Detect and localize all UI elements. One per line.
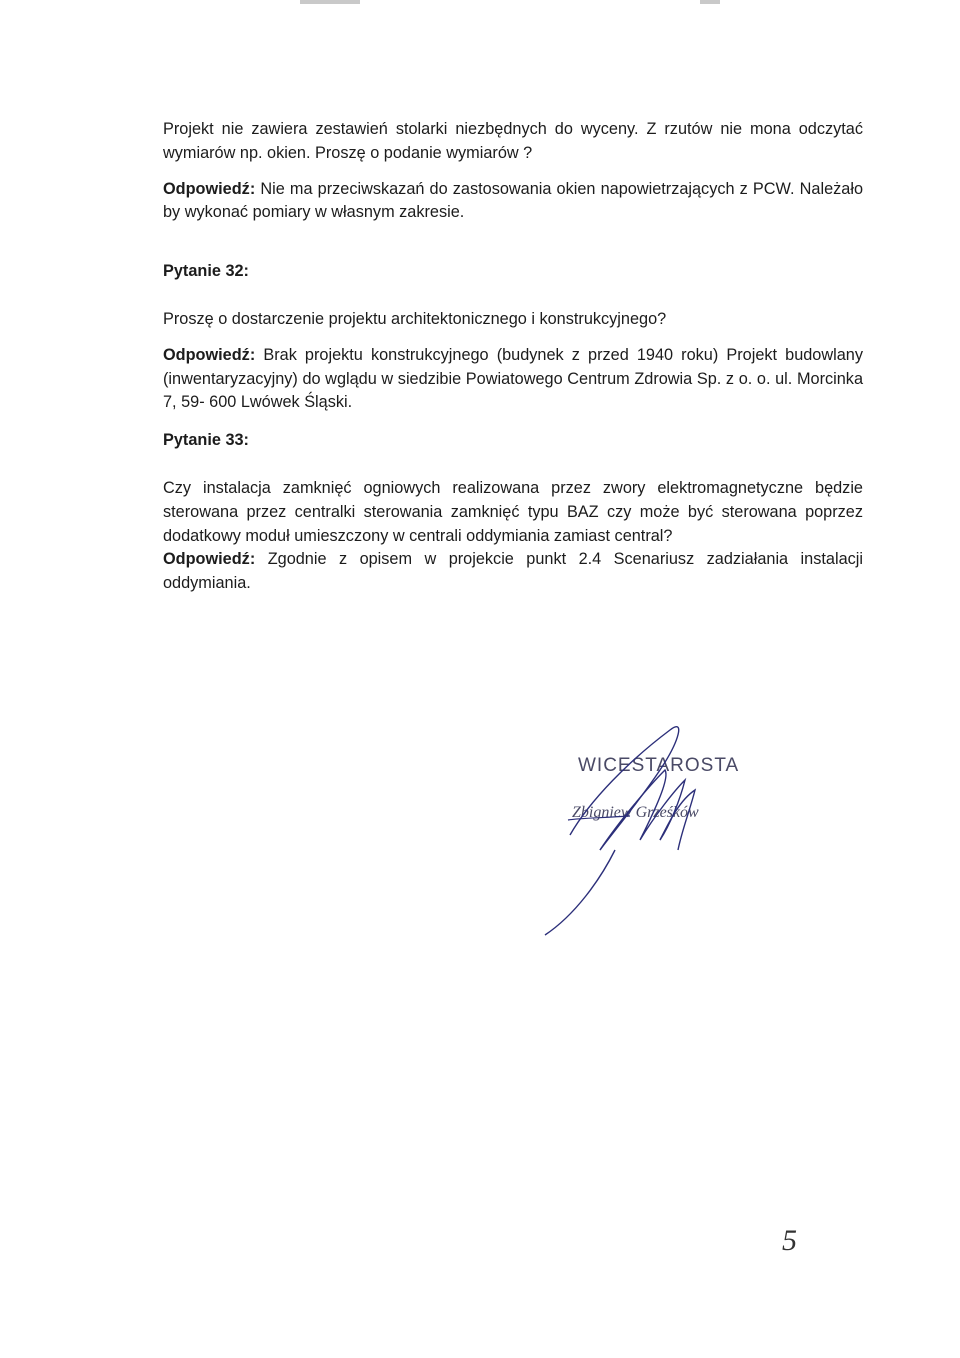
question-33-answer	[163, 548, 863, 596]
page-number: 5	[782, 1224, 797, 1257]
question-32-text: Proszę o dostarczenie projektu architektonicznego i konstrukcyjnego?	[163, 309, 667, 328]
stamp-name: Zbigniew Grześków	[572, 804, 699, 821]
intro-question-text: Projekt nie zawiera zestawień stolarki niezbędnych do wyceny. Z rzutów nie mona odczytać wymiarów np. okien. Proszę o podanie wymiarów ?	[163, 120, 863, 162]
official-stamp	[520, 700, 760, 940]
question-32-answer	[163, 344, 863, 415]
stamp-title: WICESTAROSTA	[578, 755, 740, 776]
intro-answer	[163, 178, 863, 226]
scan-edge-mark	[700, 0, 720, 4]
answer-text: Brak projektu konstrukcyjnego (budynek z przed 1940 roku) Projekt budowlany (inwentaryzacyjny) do wglądu w siedzibie Powiatowego Centrum Zdrowia Sp. z o. o. ul. Morcinka 7, 59- 600 Lwówek Śląski.	[163, 345, 863, 412]
handwritten-signature	[520, 700, 760, 940]
intro-question	[163, 118, 863, 166]
answer-label: Odpowiedź:	[163, 550, 256, 569]
question-32-heading: Pytanie 32:	[163, 262, 249, 281]
answer-label: Odpowiedź:	[163, 345, 256, 364]
question-33-text: Czy instalacja zamknięć ogniowych realizowana przez zwory elektromagnetyczne będzie sterowana przez centralki sterowania zamknięć typu BAZ czy może być sterowana poprzez dodatkowy moduł umieszczony w centrali oddymiania zamiast central?	[163, 478, 863, 545]
answer-text: Zgodnie z opisem w projekcie punkt 2.4 Scenariusz zadziałania instalacji oddymiania.	[163, 550, 863, 593]
answer-label: Odpowiedź:	[163, 179, 256, 198]
answer-text: Nie ma przeciwskazań do zastosowania okien napowietrzających z PCW. Należało by wykonać pomiary w własnym zakresie.	[163, 179, 863, 222]
document-body	[163, 118, 863, 596]
question-33-heading: Pytanie 33:	[163, 431, 249, 450]
scan-edge-mark	[300, 0, 360, 4]
